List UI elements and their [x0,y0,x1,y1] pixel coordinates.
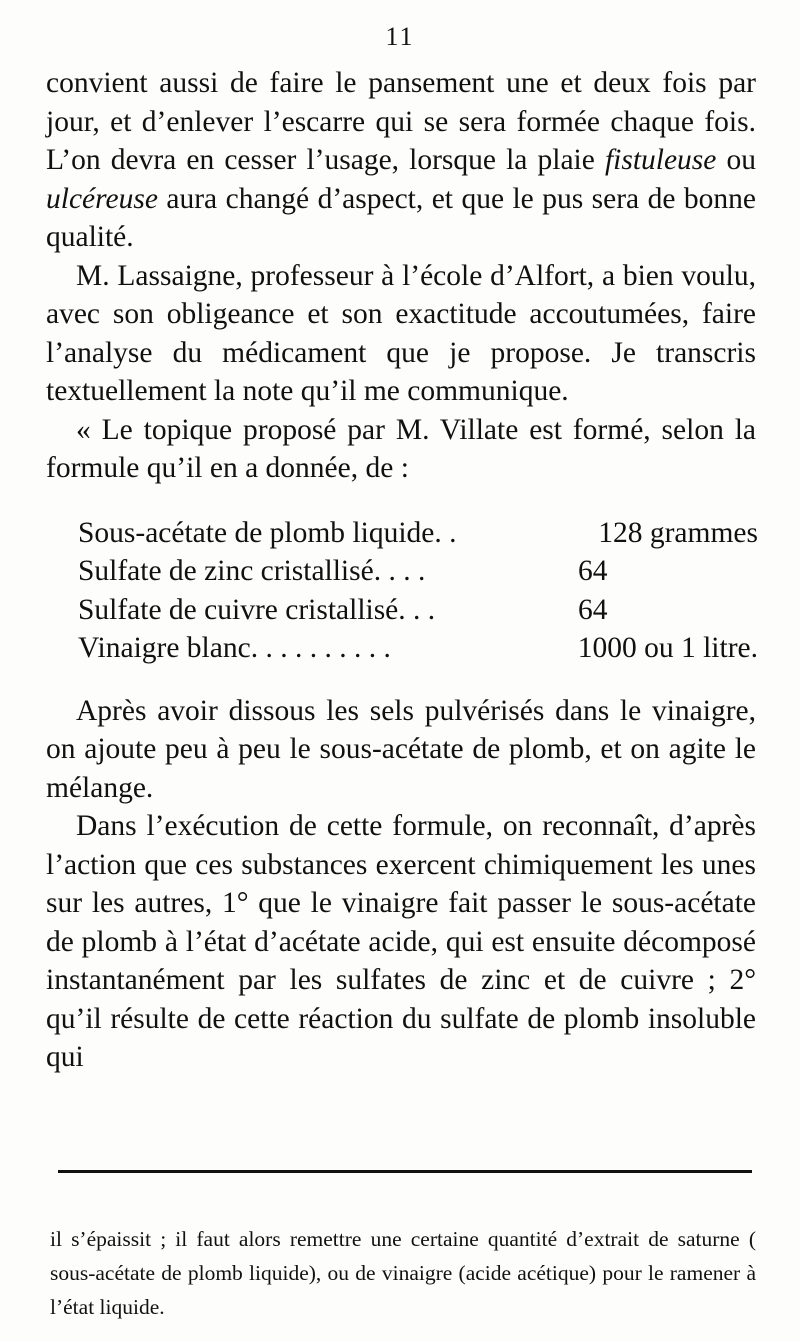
paragraph-execution: Dans l’exécution de cette formule, on reconnaît, d’après l’action que ces substances exercent chimiquement les unes sur les autres, 1° que le vinaigre fait passer le sous-acétate de plomb à l’état d’acétate acide, qui est ensuite décomposé instantanément par les sulfates de zinc et de cuivre ; 2° qu’il résulte de cette réaction du sulfate de plomb insoluble qui [46,810,756,1073]
formula-table [78,514,758,668]
formula-row [78,591,758,630]
page-number: 11 [385,22,415,51]
formula-row [78,629,758,668]
paragraph-text: convient aussi de faire le pansement une et deux fois par jour, et d’enlever l’escarre qui se sera formée chaque fois. L’on devra en cesser l’usage, lorsque la plaie [46,67,756,176]
paragraph-continuation [46,64,756,257]
paragraph-topique: « Le topique proposé par M. Villate est formé, selon la formule qu’il en a donnée, de : [46,413,756,484]
main-text [46,64,756,1077]
formula-quantity: 1000 ou 1 litre. [577,632,758,664]
formula-quantity: 64 [578,555,608,587]
formula-row [78,552,758,591]
formula-ingredient: Sous-acétate de plomb liquide. . [78,516,457,549]
italic-term: fistuleuse [604,144,717,176]
paragraph-text: aura changé d’aspect, et que le pus sera de bonne qualité. [46,182,756,253]
italic-term: ulcéreuse [46,182,158,215]
formula-quantity: 64 [578,593,608,626]
formula-quantity: 128 grammes [598,516,758,549]
footnote-divider [58,1170,752,1173]
footnote: il s’épaissit ; il faut alors remettre une certaine quantité d’extrait de saturne ( sous-acétate de plomb liquide), ou de vinaigre (acide acétique) pour le ramener à l’état liquide. [50,1226,756,1319]
formula-ingredient: Vinaigre blanc. . . . . . . . . . [78,632,391,664]
formula-ingredient: Sulfate de cuivre cristallisé. . . [78,593,436,626]
paragraph-lassaigne: M. Lassaigne, professeur à l’école d’Alfort, a bien voulu, avec son obligeance et son exactitude accoutumées, faire l’analyse du médicament que je propose. Je transcris textuellement la note qu’il me communique. [46,259,756,407]
formula-ingredient: Sulfate de zinc cristallisé. . . . [78,555,426,587]
paragraph-text: ou [716,144,756,176]
paragraph-dissolution: Après avoir dissous les sels pulvérisés dans le vinaigre, on ajoute peu à peu le sous-acétate de plomb, et on agite le mélange. [46,694,756,804]
formula-row [78,514,758,553]
